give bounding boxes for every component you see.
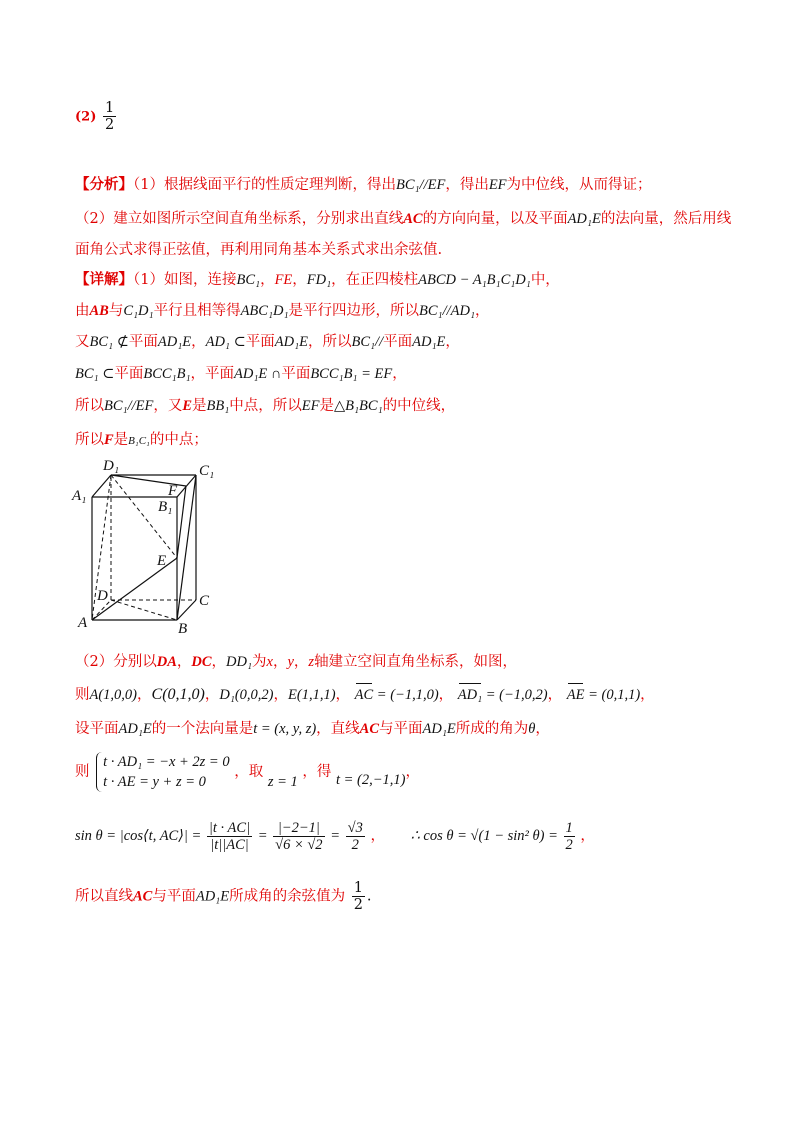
text: ， [292, 272, 307, 288]
numerator: √3 [347, 820, 363, 836]
detail-line-5 [75, 396, 455, 416]
equation-system [96, 752, 229, 792]
detail-tag: 【详解】 [75, 271, 133, 288]
vector-AC: AC [354, 687, 374, 703]
denominator: |t||AC| [210, 837, 249, 853]
text: 为 [252, 654, 267, 670]
part2-line-1 [75, 652, 517, 672]
math: AD₁E [118, 721, 152, 737]
text: ， [370, 827, 385, 844]
answer-label: (2) [75, 109, 97, 125]
detail-line-4 [75, 364, 407, 384]
text: （1）如图，连接 [133, 272, 237, 288]
segment-DB [111, 600, 177, 620]
detail-line-1 [75, 270, 560, 290]
text: 是平行四边形，所以 [288, 303, 420, 319]
text: 则 [75, 687, 90, 703]
part2-line-3 [75, 719, 550, 739]
math: AC [403, 211, 423, 227]
math: AD₁E [412, 334, 446, 350]
math: BC₁ ⊂ [75, 366, 115, 382]
denominator: 2 [565, 837, 573, 853]
label-B: B [178, 621, 188, 635]
label-D1: D₁ [103, 458, 120, 474]
math: z = 1 [267, 774, 298, 790]
math: x [266, 654, 273, 670]
math: AD₁E [274, 334, 308, 350]
text: ， [176, 654, 192, 670]
text: ， [137, 687, 152, 703]
math: ABC₁D₁ [240, 303, 289, 319]
numerator: |−2−1| [273, 820, 324, 837]
text: ， [445, 334, 460, 350]
equation-1: t · AD₁ = −x + 2z = 0 [103, 754, 230, 770]
text: ， [535, 721, 550, 737]
text: 的一个法向量是 [151, 721, 254, 737]
segment-BC1 [177, 475, 196, 620]
prism-diagram [70, 455, 230, 635]
math: AD₁E [157, 334, 192, 350]
math: D₁(0,0,2) [219, 687, 274, 703]
text: ，在正四棱柱 [331, 272, 419, 288]
segment-FE [177, 486, 186, 558]
text: ， [405, 764, 420, 780]
numerator: 1 [353, 880, 363, 896]
conclusion-line [75, 880, 372, 913]
math: z [308, 654, 315, 670]
text: ，又 [153, 398, 183, 414]
part2-system-line [75, 752, 420, 792]
math: y [287, 654, 294, 670]
text: ， [260, 272, 275, 288]
text: 是 [319, 398, 334, 414]
text: 的中位线， [382, 398, 456, 414]
edge-BC [177, 600, 196, 620]
math: EF [301, 398, 320, 414]
text: ，得出 [445, 177, 489, 193]
label-C: C [199, 593, 210, 609]
denominator: 2 [351, 837, 359, 853]
text: 设平面 [75, 721, 119, 737]
text: ， [547, 687, 563, 703]
math: ABCD − A₁B₁C₁D₁ [418, 272, 531, 288]
math: AD₁E [195, 888, 230, 905]
text: 所成的角为 [455, 721, 529, 737]
math: BC₁// [351, 334, 384, 350]
math: △B₁BC₁ [334, 398, 383, 414]
math: C₁D₁ [123, 303, 154, 319]
text: ， [204, 687, 220, 703]
math: sin θ = |cos⟨t, AC⟩| = [75, 827, 202, 844]
math: BC₁//EF [395, 177, 446, 193]
text: 平面 [281, 366, 311, 382]
math: AD₁E [422, 721, 456, 737]
math: θ [528, 721, 536, 737]
denominator: 2 [353, 897, 363, 913]
text: 与平面 [152, 888, 196, 905]
text: ， [438, 687, 454, 703]
text: 所成角的余弦值为 [229, 888, 346, 905]
answer-line [75, 100, 118, 133]
text: 则 [75, 764, 90, 780]
text: ，平面 [190, 366, 234, 382]
fraction [346, 820, 365, 853]
label-E: E [157, 553, 167, 569]
equation-2: t · AE = y + z = 0 [103, 774, 206, 790]
math: = (0,1,1) [584, 687, 641, 703]
math: F [104, 432, 114, 448]
math: BC₁ ⊄ [89, 334, 129, 350]
text: （2）分别以 [75, 654, 157, 670]
math: AD₁ ⊂ [205, 334, 246, 350]
math: BC₁//EF [104, 398, 154, 414]
math: A(1,0,0) [89, 687, 138, 703]
text: ， [211, 654, 227, 670]
part2-line-2 [75, 685, 655, 705]
text: ， [580, 827, 595, 844]
text: 又 [75, 334, 90, 350]
text: ， [640, 687, 655, 703]
math: t = (x, y, z) [253, 721, 317, 737]
math: AD₁E [567, 211, 601, 227]
text: ， [392, 366, 407, 382]
math: DA [156, 654, 177, 670]
analysis-line-3 [75, 240, 442, 260]
text: 由 [75, 303, 90, 319]
analysis-tag: 【分析】 [75, 176, 133, 193]
sin-line [75, 820, 595, 853]
text: 中， [530, 272, 560, 288]
text: ， [191, 334, 206, 350]
math: AC [133, 888, 153, 905]
text: 为中位线，从而得证； [506, 177, 652, 193]
vector-AE: AE [566, 687, 585, 703]
label-A: A [78, 615, 88, 631]
text: 平面 [383, 334, 413, 350]
answer-fraction [103, 100, 116, 133]
text: 的法向量，然后用线 [600, 211, 732, 227]
fraction [352, 880, 365, 913]
text: ， [273, 687, 289, 703]
text: 所以 [75, 432, 104, 448]
math: t = (2,−1,1) [335, 772, 406, 788]
fraction-denominator: 2 [104, 117, 115, 133]
label-A1: A₁ [72, 488, 87, 504]
text: 与平面 [379, 721, 423, 737]
math: ∴ cos θ = √(1 − sin² θ) = [410, 827, 558, 844]
detail-line-3 [75, 332, 460, 352]
numerator: 1 [565, 820, 573, 836]
math: AC [359, 721, 380, 737]
text: 平面 [245, 334, 275, 350]
text: 所以直线 [75, 888, 133, 905]
text: ，取 [234, 764, 264, 780]
text: 面角公式求得正弦值，再利用同角基本关系式求出余弦值. [75, 242, 443, 258]
text: ，直线 [316, 721, 360, 737]
math: DD₁ [226, 654, 253, 670]
math: BC₁//AD₁ [419, 303, 476, 319]
text: 轴建立空间直角坐标系，如图， [314, 654, 518, 670]
math: DC [191, 654, 212, 670]
math: E(1,1,1) [288, 687, 336, 703]
math: = (−1,0,2) [482, 687, 548, 703]
vector-AD1: AD₁ [457, 687, 483, 703]
text: 平面 [114, 366, 144, 382]
numerator: |t · AC| [208, 820, 251, 836]
text: ， [335, 687, 351, 703]
math: C(0,1,0) [151, 686, 205, 703]
analysis-line-1 [75, 175, 652, 195]
math: FD₁ [306, 272, 332, 288]
math: AD₁E ∩ [234, 366, 282, 382]
fraction [273, 820, 324, 853]
text: ， [293, 654, 309, 670]
math: EF [488, 177, 507, 193]
label-C1: C₁ [199, 463, 215, 479]
detail-line-2 [75, 301, 490, 321]
fraction [564, 820, 575, 853]
math: = [257, 827, 268, 844]
text: 所以 [75, 398, 104, 414]
denominator: √6 × √2 [275, 837, 323, 853]
fraction [207, 820, 252, 853]
text: 中点，所以 [229, 398, 302, 414]
text: 是 [113, 432, 129, 448]
label-F: F [168, 483, 178, 499]
math: BCC₁B₁ = EF [310, 366, 393, 382]
fraction-numerator: 1 [104, 100, 115, 116]
label-D: D [97, 588, 108, 604]
text: 平面 [128, 334, 158, 350]
math: BCC₁B₁ [143, 366, 191, 382]
math: BC₁ [236, 272, 261, 288]
math: FE [274, 272, 293, 288]
math: AB [89, 303, 109, 319]
text: ，得 [302, 764, 332, 780]
text: ， [475, 303, 490, 319]
text: 平行且相等得 [153, 303, 241, 319]
text: 的中点； [149, 432, 208, 448]
analysis-line-2 [75, 209, 731, 229]
math: B₁C₁ [128, 435, 150, 447]
label-B1: B₁ [158, 499, 173, 515]
math: BB₁ [206, 398, 230, 414]
math: = [330, 827, 340, 844]
text: ， [272, 654, 288, 670]
text: . [366, 888, 372, 905]
math: = (−1,1,0) [373, 687, 439, 703]
edge-A1D1 [92, 475, 111, 497]
text: 与 [108, 303, 124, 319]
text: 的方向向量，以及平面 [422, 211, 568, 227]
text: （2）建立如图所示空间直角坐标系，分别求出直线 [75, 211, 404, 227]
text: （1）根据线面平行的性质定理判断，得出 [133, 177, 396, 193]
text: ，所以 [307, 334, 352, 350]
math: E [182, 398, 193, 414]
detail-line-6 [75, 430, 208, 451]
text: 是 [192, 398, 207, 414]
